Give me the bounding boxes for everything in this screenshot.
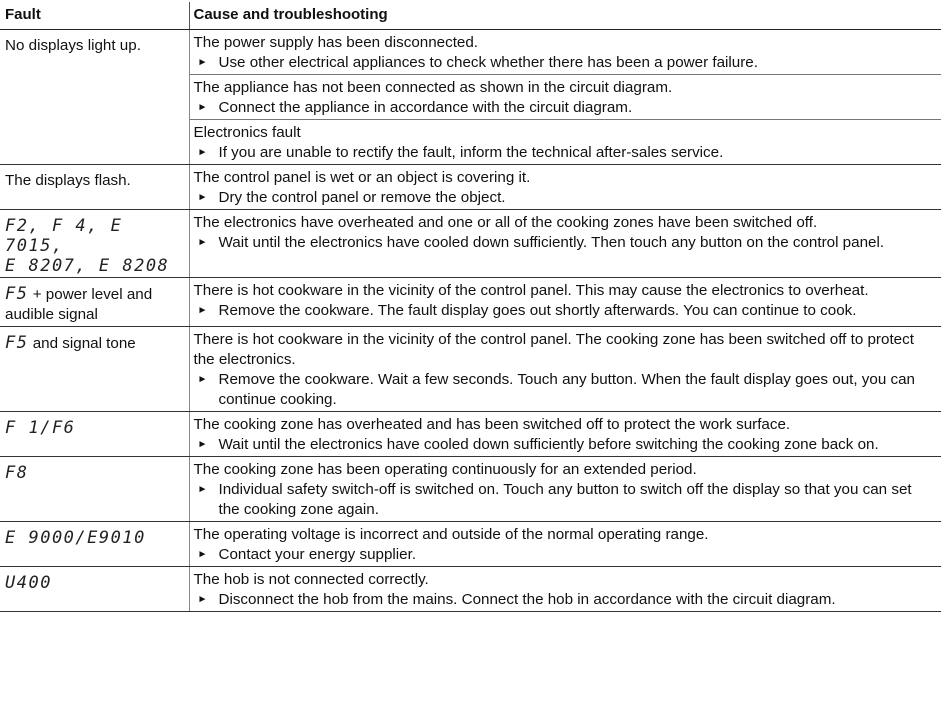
cause-description: The cooking zone has overheated and has been switched off to protect the work surface. xyxy=(193,416,791,433)
bullet-arrow-icon: ► xyxy=(197,549,208,560)
table-header-row xyxy=(0,2,941,30)
remedy-text: Wait until the electronics have cooled down sufficiently. Then touch any button on the control panel. xyxy=(218,234,885,251)
fault-code: F2, F 4, E 7015, xyxy=(5,216,123,256)
cause-description: Electronics fault xyxy=(193,124,301,141)
bullet-arrow-icon: ► xyxy=(197,237,208,248)
fault-code: E 8207, E 8208 xyxy=(5,256,170,276)
cause-block xyxy=(190,165,941,209)
fault-code: E 9000/E9010 xyxy=(5,528,146,548)
cause-cell xyxy=(189,327,941,412)
remedy-item xyxy=(194,545,934,565)
fault-code: F 1/F6 xyxy=(5,418,76,438)
fault-text: + power level and audible signal xyxy=(5,286,153,323)
remedy-text: Connect the appliance in accordance with the circuit diagram. xyxy=(218,99,633,116)
cause-block xyxy=(190,119,941,164)
remedy-text: Dry the control panel or remove the object. xyxy=(218,189,506,206)
table-row xyxy=(0,412,941,457)
bullet-arrow-icon: ► xyxy=(197,484,208,495)
fault-code: U400 xyxy=(5,573,52,593)
cause-column-header: Cause and troubleshooting xyxy=(189,2,941,30)
table-row xyxy=(0,278,941,327)
cause-description: The control panel is wet or an object is covering it. xyxy=(193,169,531,186)
table-row xyxy=(0,210,941,278)
cause-description: The electronics have overheated and one or all of the cooking zones have been switched off. xyxy=(193,214,818,231)
bullet-arrow-icon: ► xyxy=(197,57,208,68)
bullet-arrow-icon: ► xyxy=(197,439,208,450)
cause-cell xyxy=(189,457,941,522)
remedy-text: If you are unable to rectify the fault, inform the technical after-sales service. xyxy=(218,144,724,161)
fault-cell xyxy=(0,278,189,327)
fault-cell xyxy=(0,210,189,278)
remedy-item xyxy=(194,98,934,118)
remedy-item xyxy=(194,480,934,520)
remedy-text: Wait until the electronics have cooled down sufficiently before switching the cooking zone back on. xyxy=(218,436,879,453)
cause-description: There is hot cookware in the vicinity of the control panel. This may cause the electronics to overheat. xyxy=(193,282,869,299)
remedy-item xyxy=(194,143,934,163)
cause-block xyxy=(190,412,941,456)
cause-description: There is hot cookware in the vicinity of the control panel. The cooking zone has been switched off to protect the electronics. xyxy=(193,331,914,368)
cause-description: The operating voltage is incorrect and outside of the normal operating range. xyxy=(193,526,709,543)
cause-cell xyxy=(189,567,941,612)
cause-block xyxy=(190,74,941,119)
fault-cell xyxy=(0,412,189,457)
cause-block xyxy=(190,30,941,74)
bullet-arrow-icon: ► xyxy=(197,102,208,113)
remedy-text: Individual safety switch-off is switched on. Touch any button to switch off the display so that you can set the cooking zone again. xyxy=(218,481,912,518)
bullet-arrow-icon: ► xyxy=(197,147,208,158)
cause-block xyxy=(190,210,941,254)
cause-cell xyxy=(189,165,941,210)
fault-cell xyxy=(0,165,189,210)
remedy-text: Use other electrical appliances to check whether there has been a power failure. xyxy=(218,54,758,71)
table-row xyxy=(0,30,941,165)
fault-code: F5 xyxy=(5,284,29,304)
bullet-arrow-icon: ► xyxy=(197,305,208,316)
remedy-item xyxy=(194,590,934,610)
cause-cell xyxy=(189,278,941,327)
fault-code: F5 xyxy=(5,333,29,353)
bullet-arrow-icon: ► xyxy=(197,192,208,203)
fault-cell xyxy=(0,522,189,567)
table-row xyxy=(0,457,941,522)
remedy-item xyxy=(194,188,934,208)
cause-description: The cooking zone has been operating continuously for an extended period. xyxy=(193,461,697,478)
cause-description: The hob is not connected correctly. xyxy=(193,571,429,588)
remedy-item xyxy=(194,435,934,455)
remedy-text: Disconnect the hob from the mains. Connect the hob in accordance with the circuit diagram. xyxy=(218,591,836,608)
cause-block xyxy=(190,567,941,611)
fault-cell xyxy=(0,30,189,165)
cause-cell xyxy=(189,522,941,567)
cause-block xyxy=(190,457,941,521)
table-row xyxy=(0,567,941,612)
troubleshooting-table xyxy=(0,2,941,612)
fault-code: F8 xyxy=(5,463,29,483)
remedy-item xyxy=(194,370,934,410)
fault-cell xyxy=(0,567,189,612)
cause-cell xyxy=(189,412,941,457)
table-row xyxy=(0,522,941,567)
bullet-arrow-icon: ► xyxy=(197,374,208,385)
fault-cell xyxy=(0,327,189,412)
cause-cell xyxy=(189,30,941,165)
fault-text: No displays light up. xyxy=(5,37,141,54)
bullet-arrow-icon: ► xyxy=(197,594,208,605)
cause-block xyxy=(190,327,941,411)
fault-text: and signal tone xyxy=(32,335,136,352)
remedy-text: Remove the cookware. Wait a few seconds. Touch any button. When the fault display goes out, you can continue cooking. xyxy=(218,371,915,408)
remedy-item xyxy=(194,301,934,321)
remedy-item xyxy=(194,53,934,73)
cause-block xyxy=(190,522,941,566)
cause-description: The appliance has not been connected as shown in the circuit diagram. xyxy=(193,79,673,96)
table-row xyxy=(0,165,941,210)
remedy-item xyxy=(194,233,934,253)
cause-cell xyxy=(189,210,941,278)
remedy-text: Remove the cookware. The fault display goes out shortly afterwards. You can continue to cook. xyxy=(218,302,857,319)
cause-description: The power supply has been disconnected. xyxy=(193,34,479,51)
cause-block xyxy=(190,278,941,322)
fault-cell xyxy=(0,457,189,522)
remedy-text: Contact your energy supplier. xyxy=(218,546,417,563)
fault-column-header: Fault xyxy=(0,2,189,30)
table-row xyxy=(0,327,941,412)
fault-text: The displays flash. xyxy=(5,172,131,189)
